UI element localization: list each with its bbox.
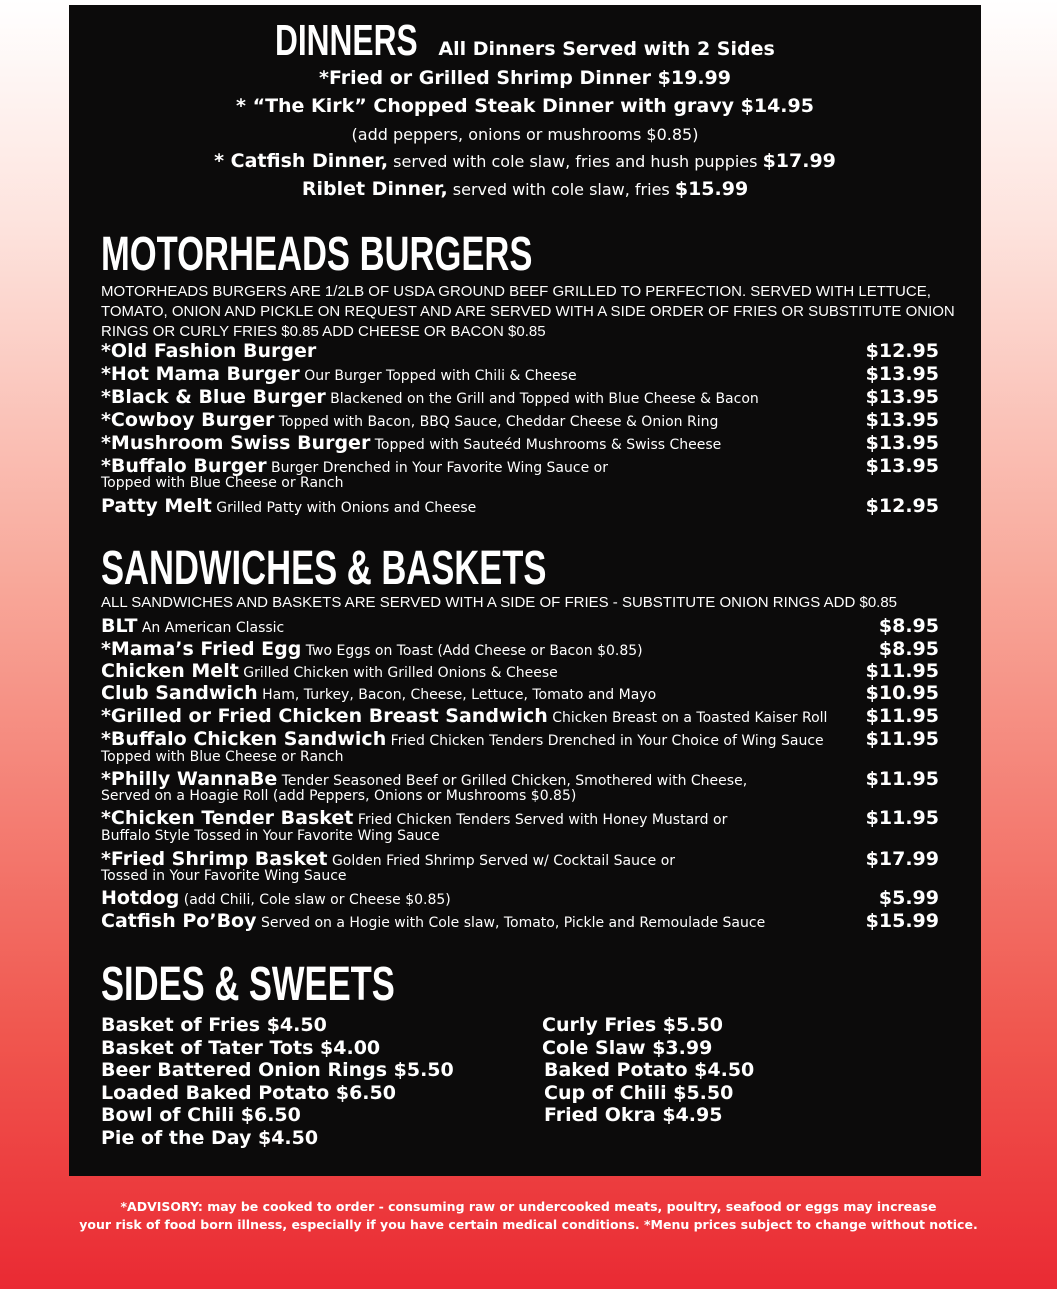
sandwich-price: $11.95 [865,768,939,790]
dinners-heading: DINNERS [275,16,418,65]
side-item: Bowl of Chili $6.50 [101,1104,301,1126]
burger-item: *Old Fashion Burger [101,340,317,362]
burgers-intro-line-2: TOMATO, ONION AND PICKLE ON REQUEST AND ARE SERVED WITH A SIDE ORDER OF FRIES OR SUBSTITUTE ONION [101,303,955,320]
sandwich-item-desc-2: Topped with Blue Cheese or Ranch [101,749,344,765]
burger-item: *Mushroom Swiss Burger Topped with Sauteéd Mushrooms & Swiss Cheese [101,432,722,454]
sandwich-price: $11.95 [865,807,939,829]
dinners-header [69,16,981,65]
burger-item: *Hot Mama Burger Our Burger Topped with Chili & Cheese [101,363,577,385]
advisory-line-1: *ADVISORY: may be cooked to order - consuming raw or undercooked meats, poultry, seafood or eggs may increase [120,1199,937,1214]
sandwich-price: $11.95 [865,705,939,727]
sandwich-item: Club Sandwich Ham, Turkey, Bacon, Cheese, Lettuce, Tomato and Mayo [101,682,657,704]
dinner-riblet [69,178,981,200]
sandwich-item: *Philly WannaBe Tender Seasoned Beef or Grilled Chicken, Smothered with Cheese, [101,768,748,790]
sandwich-price: $8.95 [878,638,939,660]
dinner-catfish [69,150,981,172]
riblet-desc: served with cole slaw, fries [447,180,675,199]
burger-price: $13.95 [865,409,939,431]
sandwich-item: BLT An American Classic [101,615,285,637]
dinners-tagline: All Dinners Served with 2 Sides [438,38,775,60]
burger-item: *Black & Blue Burger Blackened on the Grill and Topped with Blue Cheese & Bacon [101,386,759,408]
burger-price: $13.95 [865,432,939,454]
burgers-heading: MOTORHEADS BURGERS [101,228,533,281]
side-item: Beer Battered Onion Rings $5.50 [101,1059,454,1081]
sandwich-item: Hotdog (add Chili, Cole slaw or Cheese $0.85) [101,887,451,909]
side-item: Curly Fries $5.50 [542,1014,723,1036]
catfish-prefix: * [214,150,231,172]
side-item: Cole Slaw $3.99 [542,1037,713,1059]
sandwich-price: $11.95 [865,728,939,750]
dinner-kirk: * “The Kirk” Chopped Steak Dinner with gravy $14.95 [236,95,814,117]
burger-item: *Cowboy Burger Topped with Bacon, BBQ Sauce, Cheddar Cheese & Onion Ring [101,409,719,431]
side-item: Loaded Baked Potato $6.50 [101,1082,396,1104]
burger-item: *Buffalo Burger Burger Drenched in Your Favorite Wing Sauce or [101,455,608,477]
burger-price: $13.95 [865,386,939,408]
sandwich-item: *Buffalo Chicken Sandwich Fried Chicken Tenders Drenched in Your Choice of Wing Sauce [101,728,824,750]
side-item: Basket of Fries $4.50 [101,1014,327,1036]
sandwich-price: $11.95 [865,660,939,682]
burgers-intro-line-3: RINGS OR CURLY FRIES $0.85 ADD CHEESE OR BACON $0.85 [101,323,546,340]
sandwich-item-desc-2: Served on a Hoagie Roll (add Peppers, Onions or Mushrooms $0.85) [101,788,577,804]
burger-price: $13.95 [865,455,939,477]
burger-item-desc-2: Topped with Blue Cheese or Ranch [101,475,344,491]
catfish-price: $17.99 [762,150,836,172]
advisory-line-2: your risk of food born illness, especially if you have certain medical conditions. *Menu prices subject to change without notice. [79,1217,978,1232]
sandwiches-intro: ALL SANDWICHES AND BASKETS ARE SERVED WITH A SIDE OF FRIES - SUBSTITUTE ONION RINGS ADD $0.85 [101,594,898,611]
sandwich-price: $5.99 [878,887,939,909]
burgers-intro-line-1: MOTORHEADS BURGERS ARE 1/2LB OF USDA GROUND BEEF GRILLED TO PERFECTION. SERVED WITH LETTUCE, [101,283,931,300]
sandwich-item: Catfish Po’Boy Served on a Hogie with Cole slaw, Tomato, Pickle and Remoulade Sauce [101,910,766,932]
dinner-kirk-addon: (add peppers, onions or mushrooms $0.85) [351,125,699,144]
catfish-desc: served with cole slaw, fries and hush puppies [388,152,763,171]
sandwich-item: *Grilled or Fried Chicken Breast Sandwich Chicken Breast on a Toasted Kaiser Roll [101,705,828,727]
catfish-name: Catfish Dinner, [230,150,389,172]
riblet-price: $15.99 [674,178,749,200]
sandwich-item: *Fried Shrimp Basket Golden Fried Shrimp Served w/ Cocktail Sauce or [101,848,676,870]
side-item: Fried Okra $4.95 [544,1104,723,1126]
burger-price: $12.95 [865,495,939,517]
burger-price: $13.95 [865,363,939,385]
dinner-shrimp: *Fried or Grilled Shrimp Dinner $19.99 [319,67,731,89]
menu-panel [69,5,981,1176]
side-item: Pie of the Day $4.50 [101,1127,319,1149]
side-item: Baked Potato $4.50 [544,1059,755,1081]
riblet-name: Riblet Dinner, [301,178,448,200]
side-item: Basket of Tater Tots $4.00 [101,1037,381,1059]
side-item: Cup of Chili $5.50 [544,1082,734,1104]
burger-price: $12.95 [865,340,939,362]
sandwiches-heading: SANDWICHES & BASKETS [101,542,547,595]
sandwich-price: $10.95 [865,682,939,704]
sandwich-item: *Chicken Tender Basket Fried Chicken Tenders Served with Honey Mustard or [101,807,728,829]
sandwich-price: $15.99 [865,910,939,932]
burger-item: Patty Melt Grilled Patty with Onions and Cheese [101,495,477,517]
sides-heading: SIDES & SWEETS [101,958,395,1011]
sandwich-item: Chicken Melt Grilled Chicken with Grilled Onions & Cheese [101,660,558,682]
sandwich-item-desc-2: Buffalo Style Tossed in Your Favorite Wing Sauce [101,828,440,844]
sandwich-item: *Mama’s Fried Egg Two Eggs on Toast (Add Cheese or Bacon $0.85) [101,638,643,660]
sandwich-item-desc-2: Tossed in Your Favorite Wing Sauce [101,868,347,884]
sandwich-price: $17.99 [865,848,939,870]
sandwich-price: $8.95 [878,615,939,637]
